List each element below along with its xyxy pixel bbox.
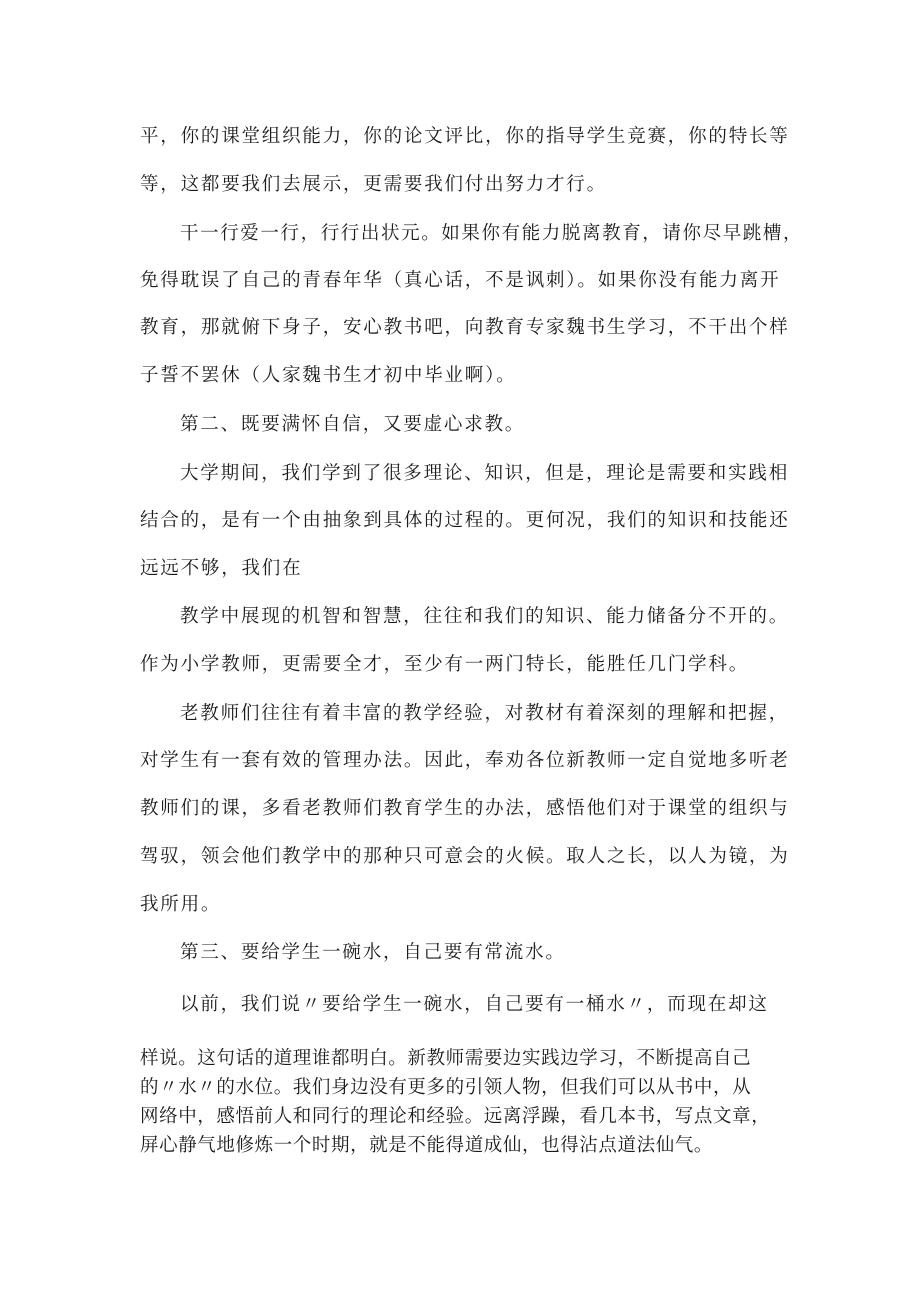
text-line: 驾驭，领会他们教学中的那种只可意会的火候。取人之长，以人为镜，为 [140,846,790,867]
text-line: 对学生有一套有效的管理办法。因此，奉劝各位新教师一定自觉地多听老 [140,750,790,771]
text-line: 的〃水〃的水位。我们身边没有更多的引领人物，但我们可以从书中，从 [140,1077,752,1098]
text-line: 远远不够，我们在 [140,558,303,579]
text-line: 我所用。 [140,894,222,915]
text-line: 作为小学教师，更需要全才，至少有一两门特长，能胜任几门学科。 [140,654,750,675]
text-line: 教学中展现的机智和智慧，往往和我们的知识、能力储备分不开的。 [180,606,790,627]
text-line: 样说。这句话的道理谁都明白。新教师需要边实践边学习，不断提高自己 [140,1048,752,1069]
text-line: 教师们的课，多看老教师们教育学生的办法，感悟他们对于课堂的组织与 [140,798,790,819]
text-line: 平，你的课堂组织能力，你的论文评比，你的指导学生竞赛，你的特长等 [140,126,790,147]
text-line: 等，这都要我们去展示，更需要我们付出努力才行。 [140,174,607,195]
text-line: 屏心静气地修炼一个时期，就是不能得道成仙，也得沾点道法仙气。 [140,1135,714,1156]
section-heading: 第三、要给学生一碗水，自己要有常流水。 [180,942,566,963]
text-line: 老教师们往往有着丰富的教学经验，对教材有着深刻的理解和把握， [180,703,790,724]
text-line: 结合的，是有一个由抽象到具体的过程的。更何况，我们的知识和技能还 [140,510,790,531]
text-line: 教育，那就俯下身子，安心教书吧，向教育专家魏书生学习，不干出个样 [140,317,790,338]
text-line: 以前，我们说〃要给学生一碗水，自己要有一桶水〃，而现在却这 [180,994,769,1015]
text-line: 大学期间，我们学到了很多理论、知识，但是，理论是需要和实践相 [180,463,790,484]
text-line: 网络中，感悟前人和同行的理论和经验。远离浮躁，看几本书，写点文章， [140,1106,771,1127]
text-line: 干一行爱一行，行行出状元。如果你有能力脱离教育，请你尽早跳槽， [180,223,804,244]
section-heading: 第二、既要满怀自信，又要虚心求教。 [180,414,526,435]
text-line: 免得耽误了自己的青春年华（真心话，不是讽刺）。如果你没有能力离开 [140,270,781,291]
text-line: 子誓不罢休（人家魏书生才初中毕业啊）。 [140,365,517,386]
